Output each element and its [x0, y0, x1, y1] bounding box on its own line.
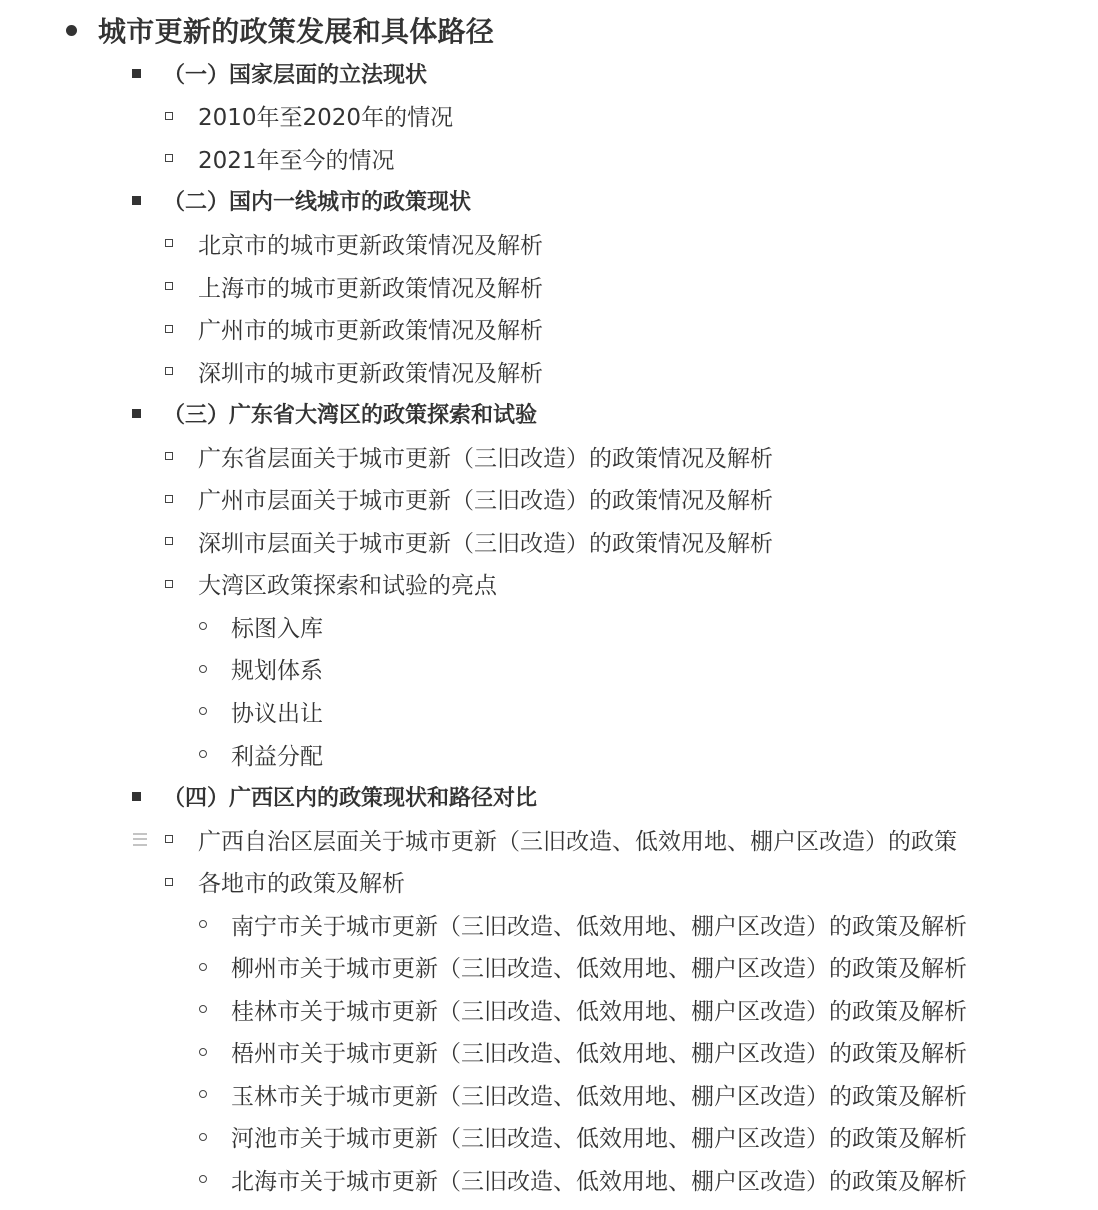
hollow-square-bullet-icon[interactable] [165, 452, 173, 460]
outline-item-label[interactable]: 深圳市的城市更新政策情况及解析 [198, 360, 543, 387]
outline-subitem-label[interactable]: 桂林市关于城市更新（三旧改造、低效用地、棚户区改造）的政策及解析 [231, 998, 967, 1025]
drag-handle-icon[interactable] [133, 833, 147, 846]
outline-subitem-label[interactable]: 北海市关于城市更新（三旧改造、低效用地、棚户区改造）的政策及解析 [231, 1168, 967, 1195]
outline-item[interactable] [0, 563, 1098, 606]
filled-square-bullet-icon[interactable] [132, 792, 141, 801]
outline-subitem[interactable] [0, 1073, 1098, 1116]
outline-item[interactable] [0, 435, 1098, 478]
hollow-circle-bullet-icon[interactable] [199, 1090, 207, 1098]
outline-subitem-label[interactable]: 玉林市关于城市更新（三旧改造、低效用地、棚户区改造）的政策及解析 [231, 1083, 967, 1110]
outline-item-label[interactable]: 2021年至今的情况 [198, 147, 395, 174]
hollow-square-bullet-icon[interactable] [165, 580, 173, 588]
outline-subitem-label[interactable]: 柳州市关于城市更新（三旧改造、低效用地、棚户区改造）的政策及解析 [231, 956, 967, 983]
outline-section[interactable] [0, 392, 1098, 435]
outline-item-label[interactable]: 各地市的政策及解析 [198, 871, 405, 898]
outline-item[interactable] [0, 307, 1098, 350]
hollow-circle-bullet-icon[interactable] [199, 750, 207, 758]
hollow-square-bullet-icon[interactable] [165, 495, 173, 503]
hollow-square-bullet-icon[interactable] [165, 835, 173, 843]
filled-square-bullet-icon[interactable] [132, 196, 141, 205]
outline-root-title[interactable]: 城市更新的政策发展和具体路径 [98, 15, 495, 48]
outline-item[interactable] [0, 95, 1098, 138]
outline-item[interactable] [0, 137, 1098, 180]
outline-subitem[interactable] [0, 648, 1098, 691]
filled-circle-bullet-icon[interactable] [66, 25, 77, 36]
hollow-square-bullet-icon[interactable] [165, 112, 173, 120]
hollow-square-bullet-icon[interactable] [165, 282, 173, 290]
hollow-square-bullet-icon[interactable] [165, 325, 173, 333]
outline-subitem-label[interactable]: 规划体系 [231, 658, 323, 685]
hollow-square-bullet-icon[interactable] [165, 239, 173, 247]
outline-subitem[interactable] [0, 1158, 1098, 1201]
outline-subitem[interactable] [0, 1116, 1098, 1159]
outline-subitem-label[interactable]: 利益分配 [231, 743, 323, 770]
outline-item[interactable] [0, 860, 1098, 903]
section-heading[interactable]: （一）国家层面的立法现状 [163, 62, 428, 88]
hollow-circle-bullet-icon[interactable] [199, 1133, 207, 1141]
outline-item[interactable] [0, 350, 1098, 393]
outline-section[interactable] [0, 52, 1098, 95]
outline-subitem[interactable] [0, 605, 1098, 648]
outline-subitem-label[interactable]: 协议出让 [231, 700, 323, 727]
outline-item-label[interactable]: 广东省层面关于城市更新（三旧改造）的政策情况及解析 [198, 445, 773, 472]
filled-square-bullet-icon[interactable] [132, 409, 141, 418]
outline-item-label[interactable]: 大湾区政策探索和试验的亮点 [198, 573, 497, 600]
outline-subitem-label[interactable]: 南宁市关于城市更新（三旧改造、低效用地、棚户区改造）的政策及解析 [231, 913, 967, 940]
outline-item-hovered[interactable] [0, 818, 1098, 861]
outline-item[interactable] [0, 520, 1098, 563]
outline-item-label[interactable]: 北京市的城市更新政策情况及解析 [198, 232, 543, 259]
hollow-circle-bullet-icon[interactable] [199, 665, 207, 673]
outline-item[interactable] [0, 265, 1098, 308]
outline-subitem[interactable] [0, 945, 1098, 988]
hollow-square-bullet-icon[interactable] [165, 367, 173, 375]
hollow-circle-bullet-icon[interactable] [199, 1048, 207, 1056]
outline-item-label[interactable]: 2010年至2020年的情况 [198, 105, 454, 132]
hollow-circle-bullet-icon[interactable] [199, 963, 207, 971]
outline-subitem-label[interactable]: 梧州市关于城市更新（三旧改造、低效用地、棚户区改造）的政策及解析 [231, 1041, 967, 1068]
hollow-circle-bullet-icon[interactable] [199, 1175, 207, 1183]
outline-subitem[interactable] [0, 690, 1098, 733]
hollow-circle-bullet-icon[interactable] [199, 1005, 207, 1013]
outline-subitem[interactable] [0, 988, 1098, 1031]
hollow-circle-bullet-icon[interactable] [199, 622, 207, 630]
outline-subitem-label[interactable]: 河池市关于城市更新（三旧改造、低效用地、棚户区改造）的政策及解析 [231, 1126, 967, 1153]
outline-item-label[interactable]: 广州市的城市更新政策情况及解析 [198, 318, 543, 345]
hollow-square-bullet-icon[interactable] [165, 537, 173, 545]
section-heading[interactable]: （二）国内一线城市的政策现状 [163, 190, 472, 216]
section-heading[interactable]: （三）广东省大湾区的政策探索和试验 [163, 403, 538, 429]
outline-section[interactable] [0, 775, 1098, 818]
outline-subitem[interactable] [0, 1031, 1098, 1074]
hollow-circle-bullet-icon[interactable] [199, 707, 207, 715]
outline-item-label[interactable]: 深圳市层面关于城市更新（三旧改造）的政策情况及解析 [198, 530, 773, 557]
outline-section[interactable] [0, 180, 1098, 223]
outline-item-label[interactable]: 上海市的城市更新政策情况及解析 [198, 275, 543, 302]
section-heading[interactable]: （四）广西区内的政策现状和路径对比 [163, 786, 538, 812]
filled-square-bullet-icon[interactable] [132, 69, 141, 78]
hollow-square-bullet-icon[interactable] [165, 878, 173, 886]
outline-subitem[interactable] [0, 903, 1098, 946]
outline-item-label[interactable]: 广州市层面关于城市更新（三旧改造）的政策情况及解析 [198, 488, 773, 515]
outline-item[interactable] [0, 222, 1098, 265]
outline-subitem[interactable] [0, 733, 1098, 776]
outline-item[interactable] [0, 477, 1098, 520]
hollow-circle-bullet-icon[interactable] [199, 920, 207, 928]
outline-item-root[interactable] [0, 8, 1098, 52]
outline-item-label[interactable]: 广西自治区层面关于城市更新（三旧改造、低效用地、棚户区改造）的政策 [198, 828, 957, 855]
outline-tree [0, 8, 1098, 1201]
hollow-square-bullet-icon[interactable] [165, 154, 173, 162]
outline-subitem-label[interactable]: 标图入库 [231, 615, 323, 642]
